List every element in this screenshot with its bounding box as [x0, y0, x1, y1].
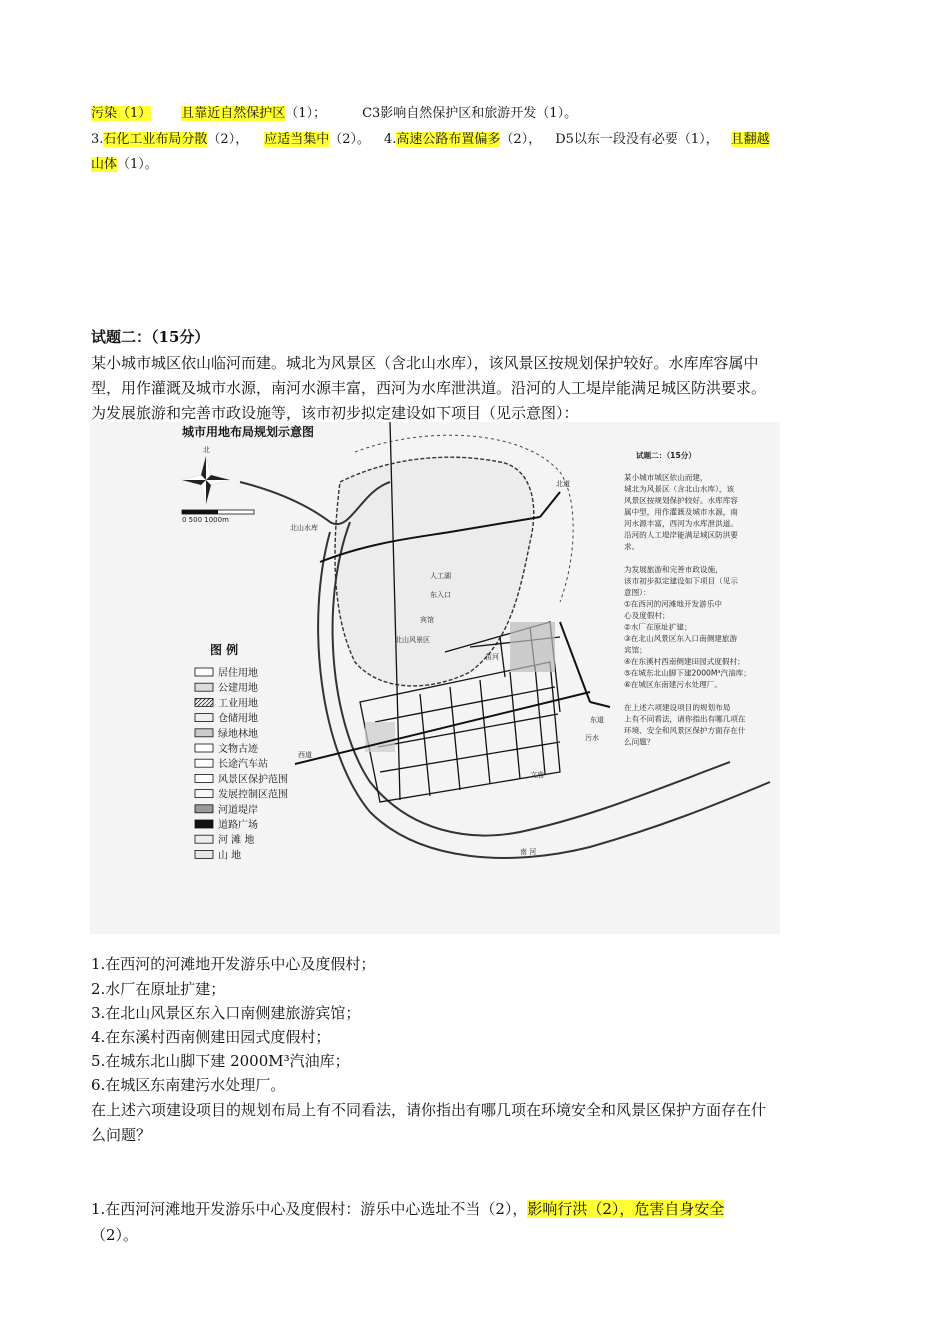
legend-label: 长途汽车站	[218, 759, 268, 771]
panel-line: 宾馆；	[624, 645, 647, 655]
legend-swatch	[195, 683, 213, 691]
answer-fragment-line-2	[91, 128, 770, 147]
industrial-block	[365, 722, 395, 752]
panel-line: 为发展旅游和完善市政设施，	[624, 565, 723, 574]
answer-fragment-line-1	[91, 102, 577, 121]
item-1: 1.在西河的河滩地开发游乐中心及度假村；	[91, 955, 376, 973]
panel-line: 该市初步拟定建设如下项目（见示	[624, 576, 738, 586]
legend-swatch	[195, 744, 213, 752]
panel-line: 心及度假村；	[624, 611, 670, 620]
scale-bar	[182, 510, 254, 514]
legend-label: 仓储用地	[218, 713, 258, 725]
panel-line: ③在北山风景区东入口南侧建旅游	[624, 634, 738, 643]
panel-line: 沿河的人工堤岸能满足城区防洪要	[624, 530, 738, 540]
legend-label: 工业用地	[218, 698, 258, 710]
legend-label: 河 滩 地	[218, 835, 255, 847]
legend-swatch	[195, 790, 213, 798]
plain-text: （1）。	[117, 157, 158, 172]
item-2: 2.水厂在原址扩建；	[91, 980, 226, 998]
legend-label: 居住用地	[218, 668, 258, 679]
wuhui-label: 苗河	[485, 653, 499, 661]
legend-label: 绿地林地	[218, 728, 258, 740]
panel-line: 属中型，用作灌溉及城市水源，南	[624, 507, 738, 517]
industrial-block	[510, 622, 555, 672]
plain-text: C3影响自然保护区和旅游开发（1）。	[362, 106, 578, 121]
legend-title: 图 例	[210, 643, 239, 657]
highlight-text: 且翻越	[730, 132, 770, 147]
legend-swatch	[195, 820, 213, 828]
legend-swatch	[195, 835, 213, 843]
answer-line-2: （2）。	[91, 1226, 139, 1244]
highlight-text: 且靠近自然保护区	[181, 106, 286, 121]
highlight-text: 高速公路布置偏多	[396, 132, 501, 147]
panel-line: ⑤在城东北山脚下建2000M³汽油库；	[624, 668, 751, 678]
panel-line: 风景区按规划保护较好。水库库容	[624, 496, 738, 505]
plain-text: 4.	[384, 132, 397, 147]
legend-label: 风景区保护范围	[218, 774, 288, 786]
entrance-label: 东入口	[430, 591, 451, 599]
item-5: 5.在城东北山脚下建 2000M³汽油库；	[91, 1052, 350, 1070]
reservoir-label: 北山水库	[290, 524, 318, 532]
prompt-line: 在上述六项建设项目的规划布局上有不同看法，请你指出有哪几项在环境安全和风景区保护方面存在什	[91, 1101, 767, 1119]
panel-line: 么问题？	[624, 737, 655, 747]
legend-label: 道路广场	[218, 820, 258, 831]
prompt-line: 么问题？	[91, 1126, 152, 1144]
highlight-text: 山体	[91, 157, 118, 172]
legend-swatch	[195, 759, 213, 767]
panel-line: 求。	[624, 542, 640, 551]
south-river-label: 南 河	[520, 848, 537, 856]
panel-line: 在上述六项建设项目的规划布局	[624, 703, 731, 712]
plain-text: 1.在西河河滩地开发游乐中心及度假村：游乐中心选址不当（2），	[91, 1200, 528, 1218]
scenic-label: 北山风景区	[395, 636, 430, 644]
west-road-label: 西道	[298, 751, 312, 759]
answer-line-1	[91, 1198, 724, 1219]
question-paragraph-line: 型，用作灌溉及城市水源，南河水源丰富，西河为水库泄洪道。沿河的人工堤岸能满足城区防洪要求。	[91, 379, 767, 397]
panel-line: 城北为风景区（含北山水库），该	[624, 484, 735, 494]
legend-swatch	[195, 850, 213, 858]
legend-label: 文物古迹	[218, 744, 258, 755]
sewage-label: 污水	[585, 734, 599, 742]
question-heading: 试题二：（15分）	[91, 328, 210, 346]
north-label: 北	[203, 446, 210, 454]
city-land-use-map	[90, 422, 780, 934]
panel-line: 某小城市城区依山而建，	[624, 473, 708, 482]
lake-label: 人工湖	[430, 572, 451, 580]
plain-text: D5以东一段没有必要（1），	[555, 132, 719, 147]
legend-swatch	[195, 668, 213, 676]
highlight-text: 石化工业布局分散	[103, 132, 208, 147]
plain-text: 3.	[91, 132, 104, 147]
plain-text: （2），	[207, 132, 249, 147]
plain-text: （1）；	[285, 106, 327, 121]
legend-swatch	[195, 698, 213, 706]
map-title: 城市用地布局规划示意图	[182, 425, 315, 439]
panel-line: 环境、安全和风景区保护方面存在什	[624, 726, 746, 735]
legend-swatch	[195, 729, 213, 737]
plain-text: （2），	[500, 132, 542, 147]
highlight-text: 污染（1）	[91, 106, 152, 121]
panel-line: 河水源丰富，西河为水库泄洪道。	[624, 519, 738, 528]
east-road-label: 东道	[590, 716, 604, 724]
wenmiao-label: 文庙	[530, 771, 544, 779]
question-paragraph-line: 为发展旅游和完善市政设施等，该市初步拟定建设如下项目（见示意图）：	[91, 404, 579, 422]
map-svg	[90, 422, 780, 934]
legend-label: 发展控制区范围	[218, 789, 288, 801]
panel-line: ⑥在城区东南建污水处理厂。	[624, 680, 722, 689]
north-road-label: 北道	[556, 480, 570, 488]
question-paragraph-line: 某小城市城区依山临河而建。城北为风景区（含北山水库），该风景区按规划保护较好。水库库容属中	[91, 354, 759, 372]
item-4: 4.在东溪村西南侧建田园式度假村；	[91, 1028, 331, 1046]
legend-label: 河道堤岸	[218, 804, 258, 816]
panel-line: ①在西河的河滩地开发游乐中	[624, 599, 722, 609]
panel-line: 上有不同看法，请你指出有哪几项在	[624, 714, 746, 724]
panel-line: ②水厂在原址扩建；	[624, 622, 692, 632]
plain-text: （2）。	[329, 132, 370, 147]
legend-swatch	[195, 805, 213, 813]
panel-line: ④在东溪村西南侧建田园式度假村；	[624, 657, 745, 666]
panel-title: 试题二：（15分）	[636, 451, 696, 460]
legend-label: 公建用地	[218, 683, 258, 695]
item-6: 6.在城区东南建污水处理厂。	[91, 1076, 286, 1094]
highlight-text: 影响行洪（2），危害自身安全	[527, 1200, 725, 1218]
legend-label: 山 地	[218, 850, 242, 862]
legend-swatch	[195, 714, 213, 722]
panel-line: 意图）：	[624, 588, 651, 597]
hotel-label: 宾馆	[420, 616, 434, 624]
scale-label: 0 500 1000m	[182, 516, 229, 524]
highlight-text: 应适当集中	[264, 132, 330, 147]
answer-fragment-line-3	[91, 153, 158, 172]
item-3: 3.在北山风景区东入口南侧建旅游宾馆；	[91, 1004, 361, 1022]
legend-swatch	[195, 774, 213, 782]
